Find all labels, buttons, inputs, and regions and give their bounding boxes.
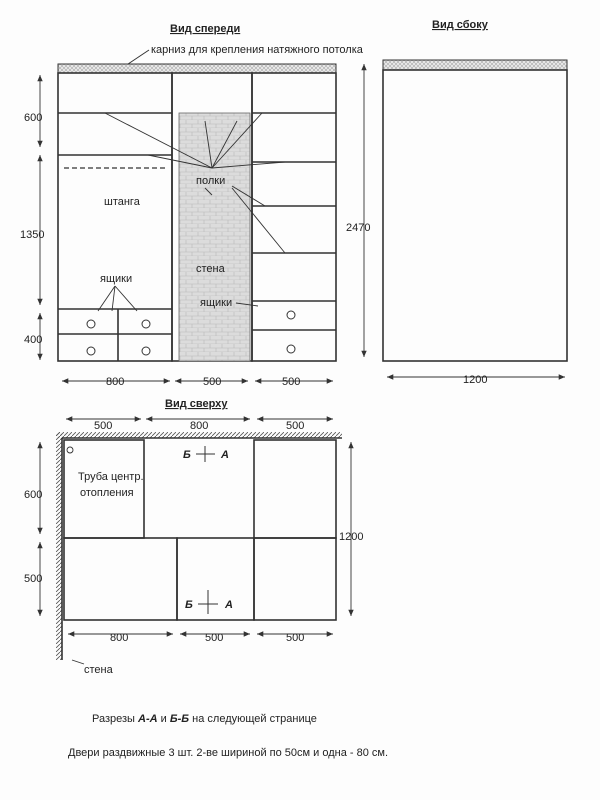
- section-a-a: А-А: [138, 713, 158, 725]
- sections-and: и: [160, 713, 167, 725]
- top-front-left-block: [64, 538, 177, 620]
- side-view: [346, 19, 567, 386]
- cut-a-upper: А: [221, 449, 229, 461]
- drawer-knob: [142, 320, 150, 328]
- left-wall: [56, 432, 62, 660]
- top-wall-label: стена: [84, 664, 113, 676]
- dim-1200-side: 1200: [463, 374, 488, 386]
- top-front-right-block: [254, 538, 336, 620]
- dim-bot-800: 800: [110, 632, 129, 644]
- drawer-knob: [87, 320, 95, 328]
- cut-b-lower: Б: [185, 599, 193, 611]
- shelves-label: полки: [196, 175, 226, 187]
- cut-a-lower: А: [225, 599, 233, 611]
- doors-note: Двери раздвижные 3 шт. 2-ве шириной по 50см и одна - 80 см.: [68, 747, 389, 759]
- side-view-title: Вид сбоку: [432, 19, 488, 31]
- pipe-label-line1: Труба центр.: [78, 471, 144, 483]
- drawers-left-leaders: [98, 286, 137, 311]
- drawers-right-label: ящики: [200, 297, 233, 309]
- drawer-knob: [142, 347, 150, 355]
- side-cornice: [383, 60, 567, 70]
- pipe-label-line2: отопления: [80, 487, 134, 499]
- top-view: [24, 398, 363, 676]
- top-back-right-block: [254, 440, 336, 538]
- sections-suffix: на следующей странице: [192, 713, 317, 725]
- drawers-left-label: ящики: [100, 273, 133, 285]
- dim-bot-500b: 500: [286, 632, 305, 644]
- dim-2470: 2470: [346, 222, 371, 234]
- section-b-b: Б-Б: [169, 713, 190, 725]
- dim-500a: 500: [203, 376, 222, 388]
- sections-prefix: Разрезы: [92, 713, 135, 725]
- rod-label: штанга: [104, 196, 140, 208]
- cornice-strip: [58, 64, 336, 73]
- cornice-label: карниз для крепления натяжного потолка: [151, 44, 363, 56]
- dim-top-600: 600: [24, 489, 43, 501]
- sections-note: [92, 713, 317, 725]
- top-view-title: Вид сверху: [165, 398, 228, 410]
- side-body: [383, 70, 567, 361]
- front-view: [20, 23, 364, 388]
- dim-800: 800: [106, 376, 125, 388]
- dim-600: 600: [24, 112, 43, 124]
- wall-leader: [72, 660, 84, 664]
- dim-1350: 1350: [20, 229, 45, 241]
- dim-top-500a: 500: [94, 420, 113, 432]
- dim-top-800: 800: [190, 420, 209, 432]
- front-view-title: Вид спереди: [170, 23, 241, 35]
- drawer-knob: [287, 311, 295, 319]
- dim-top-500: 500: [24, 573, 43, 585]
- dim-500b: 500: [282, 376, 301, 388]
- wall-label: стена: [196, 263, 225, 275]
- top-wall: [56, 432, 342, 438]
- dim-top-1200: 1200: [339, 531, 364, 543]
- dim-400: 400: [24, 334, 43, 346]
- pipe-icon: [67, 447, 73, 453]
- drawer-knob: [287, 345, 295, 353]
- cut-b-upper: Б: [183, 449, 191, 461]
- drawer-knob: [87, 347, 95, 355]
- dim-bot-500a: 500: [205, 632, 224, 644]
- wall-protrusion: [179, 113, 250, 361]
- dim-top-500b: 500: [286, 420, 305, 432]
- left-section: [58, 73, 172, 361]
